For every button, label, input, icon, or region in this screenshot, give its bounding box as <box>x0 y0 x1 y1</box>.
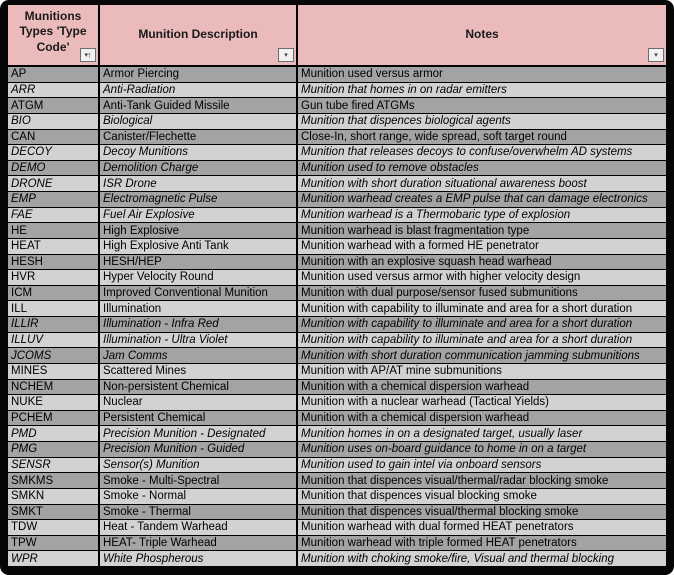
cell-description[interactable]: Persistent Chemical <box>98 411 296 426</box>
cell-description[interactable]: Anti-Tank Guided Missile <box>98 98 296 113</box>
cell-description[interactable]: Heat - Tandem Warhead <box>98 520 296 535</box>
cell-type-code[interactable]: FAE <box>11 208 33 221</box>
cell-description[interactable]: Illumination - Ultra Violet <box>98 333 296 348</box>
cell-description[interactable]: ISR Drone <box>98 176 296 191</box>
cell-type-code[interactable]: ARR <box>11 83 36 96</box>
table-row <box>8 458 666 474</box>
cell-note[interactable]: Munition that dispences biological agents <box>296 114 666 129</box>
cell-note[interactable]: Munition with a chemical dispersion warhead <box>296 380 666 395</box>
cell-type-code[interactable]: AP <box>11 68 27 81</box>
table-row <box>8 426 666 442</box>
table-row <box>8 208 666 224</box>
cell-note[interactable]: Munition warhead is a Thermobaric type of explosion <box>296 208 666 223</box>
cell-type-code[interactable]: BIO <box>11 115 31 128</box>
header-label-notes: Notes <box>465 27 499 42</box>
cell-note[interactable]: Munition with capability to illuminate and area for a short duration <box>296 317 666 332</box>
cell-description[interactable]: Smoke - Thermal <box>98 505 296 520</box>
header-cell-description[interactable] <box>98 5 296 65</box>
cell-note[interactable]: Munition that dispences visual/thermal blocking smoke <box>296 505 666 520</box>
filter-dropdown-icon[interactable] <box>648 48 664 62</box>
table-row <box>8 98 666 114</box>
table-body <box>8 67 666 566</box>
table-row <box>8 348 666 364</box>
cell-type-code[interactable]: ILL <box>11 302 27 315</box>
cell-description[interactable]: Improved Conventional Munition <box>98 286 296 301</box>
dropdown-triangle-glyph: ▾ <box>654 51 658 59</box>
cell-description[interactable]: HESH/HEP <box>98 255 296 270</box>
table-row <box>8 473 666 489</box>
cell-description[interactable]: Biological <box>98 114 296 129</box>
cell-note[interactable]: Munition with an explosive squash head warhead <box>296 255 666 270</box>
table-row <box>8 395 666 411</box>
table-row <box>8 223 666 239</box>
table-header-row <box>8 5 666 67</box>
cell-description[interactable]: White Phospherous <box>98 551 296 566</box>
table-row <box>8 520 666 536</box>
cell-note[interactable]: Munition used to remove obstacles <box>296 161 666 176</box>
cell-description[interactable]: Non-persistent Chemical <box>98 380 296 395</box>
table-row <box>8 114 666 130</box>
table-row <box>8 442 666 458</box>
cell-description[interactable]: HEAT- Triple Warhead <box>98 536 296 551</box>
table-row <box>8 317 666 333</box>
cell-note[interactable]: Gun tube fired ATGMs <box>296 98 666 113</box>
cell-type-code[interactable]: MINES <box>11 365 48 378</box>
table-row <box>8 536 666 552</box>
cell-type-code[interactable]: TDW <box>11 521 38 534</box>
cell-type-code[interactable]: WPR <box>11 552 38 565</box>
dropdown-triangle-glyph: ▾ <box>284 51 288 59</box>
cell-description[interactable]: High Explosive <box>98 223 296 238</box>
cell-description[interactable]: Demolition Charge <box>98 161 296 176</box>
cell-note[interactable]: Munition warhead with triple formed HEAT penetrators <box>296 536 666 551</box>
munitions-table <box>8 5 666 566</box>
cell-note[interactable]: Munition that dispences visual blocking smoke <box>296 489 666 504</box>
cell-note[interactable]: Munition with short duration situational awareness boost <box>296 176 666 191</box>
cell-description[interactable]: Sensor(s) Munition <box>98 458 296 473</box>
cell-description[interactable]: Jam Comms <box>98 348 296 363</box>
table-row <box>8 364 666 380</box>
cell-note[interactable]: Munition used versus armor <box>296 67 666 82</box>
cell-type-code[interactable]: HEAT <box>11 240 41 253</box>
cell-note[interactable]: Munition uses on-board guidance to home in on a target <box>296 442 666 457</box>
cell-description[interactable]: Decoy Munitions <box>98 145 296 160</box>
cell-note[interactable]: Munition with short duration communication jamming submunitions <box>296 348 666 363</box>
cell-note[interactable]: Munition with choking smoke/fire, Visual and thermal blocking <box>296 551 666 566</box>
cell-type-code[interactable]: NCHEM <box>11 380 54 393</box>
sort-up-arrow-glyph: ↑ <box>87 49 92 60</box>
cell-type-code[interactable]: HVR <box>11 271 36 284</box>
cell-type-code[interactable]: TPW <box>11 537 37 550</box>
cell-description[interactable]: Anti-Radiation <box>98 83 296 98</box>
cell-description[interactable]: Precision Munition - Designated <box>98 426 296 441</box>
table-row <box>8 161 666 177</box>
cell-note[interactable]: Munition used to gain intel via onboard sensors <box>296 458 666 473</box>
table-row <box>8 192 666 208</box>
cell-note[interactable]: Munition that homes in on radar emitters <box>296 83 666 98</box>
cell-type-code[interactable]: JCOMS <box>11 349 52 362</box>
cell-type-code[interactable]: EMP <box>11 193 36 206</box>
table-row <box>8 286 666 302</box>
cell-note[interactable]: Munition with capability to illuminate and area for a short duration <box>296 333 666 348</box>
cell-description[interactable]: Fuel Air Explosive <box>98 208 296 223</box>
table-row <box>8 505 666 521</box>
table-row <box>8 83 666 99</box>
cell-note[interactable]: Munition with a chemical dispersion warhead <box>296 411 666 426</box>
cell-description[interactable]: Smoke - Normal <box>98 489 296 504</box>
cell-note[interactable]: Munition warhead creates a EMP pulse that can damage electronics <box>296 192 666 207</box>
cell-note[interactable]: Munition warhead with dual formed HEAT penetrators <box>296 520 666 535</box>
cell-note[interactable]: Munition warhead is blast fragmentation type <box>296 223 666 238</box>
cell-note[interactable]: Munition with dual purpose/sensor fused submunitions <box>296 286 666 301</box>
cell-type-code[interactable]: DECOY <box>11 146 52 159</box>
cell-type-code[interactable]: SENSR <box>11 458 51 471</box>
cell-type-code[interactable]: ILLUV <box>11 333 43 346</box>
cell-note[interactable]: Close-In, short range, wide spread, soft target round <box>296 130 666 145</box>
cell-type-code[interactable]: ICM <box>11 287 33 300</box>
cell-type-code[interactable]: ATGM <box>11 99 44 112</box>
cell-type-code[interactable]: SMKMS <box>11 474 54 487</box>
cell-description[interactable]: Smoke - Multi-Spectral <box>98 473 296 488</box>
table-row <box>8 551 666 566</box>
table-row <box>8 145 666 161</box>
table-row <box>8 411 666 427</box>
cell-note[interactable]: Munition that releases decoys to confuse/overwhelm AD systems <box>296 145 666 160</box>
cell-description[interactable]: Electromagnetic Pulse <box>98 192 296 207</box>
cell-description[interactable]: Canister/Flechette <box>98 130 296 145</box>
cell-note[interactable]: Munition warhead with a formed HE penetrator <box>296 239 666 254</box>
cell-type-code[interactable]: DEMO <box>11 162 46 175</box>
table-row <box>8 255 666 271</box>
cell-description[interactable]: Nuclear <box>98 395 296 410</box>
table-row <box>8 176 666 192</box>
table-row <box>8 239 666 255</box>
header-label-description: Munition Description <box>138 27 258 42</box>
cell-note[interactable]: Munition with capability to illuminate and area for a short duration <box>296 301 666 316</box>
table-row <box>8 301 666 317</box>
cell-description[interactable]: Illumination <box>98 301 296 316</box>
cell-type-code[interactable]: NUKE <box>11 396 43 409</box>
cell-type-code[interactable]: SMKT <box>11 505 43 518</box>
table-row <box>8 333 666 349</box>
dropdown-triangle-glyph: ▾ <box>84 51 88 59</box>
cell-note[interactable]: Munition with a nuclear warhead (Tactical Yields) <box>296 395 666 410</box>
cell-description[interactable]: Armor Piercing <box>98 67 296 82</box>
header-cell-notes[interactable] <box>296 5 666 65</box>
filter-sort-ascending-icon[interactable] <box>80 48 96 62</box>
cell-note[interactable]: Munition with AP/AT mine submunitions <box>296 364 666 379</box>
cell-description[interactable]: Illumination - Infra Red <box>98 317 296 332</box>
table-row <box>8 67 666 83</box>
cell-description[interactable]: Scattered Mines <box>98 364 296 379</box>
cell-type-code[interactable]: PMD <box>11 427 37 440</box>
cell-note[interactable]: Munition that dispences visual/thermal/radar blocking smoke <box>296 473 666 488</box>
cell-type-code[interactable]: ILLIR <box>11 318 39 331</box>
table-row <box>8 489 666 505</box>
header-cell-type-code[interactable] <box>8 5 98 65</box>
cell-type-code[interactable]: PMG <box>11 443 38 456</box>
table-row <box>8 380 666 396</box>
cell-description[interactable]: Hyper Velocity Round <box>98 270 296 285</box>
cell-description[interactable]: High Explosive Anti Tank <box>98 239 296 254</box>
cell-type-code[interactable]: HESH <box>11 255 43 268</box>
cell-description[interactable]: Precision Munition - Guided <box>98 442 296 457</box>
cell-note[interactable]: Munition used versus armor with higher velocity design <box>296 270 666 285</box>
table-row <box>8 130 666 146</box>
filter-dropdown-icon[interactable] <box>278 48 294 62</box>
cell-type-code[interactable]: PCHEM <box>11 412 53 425</box>
table-row <box>8 270 666 286</box>
header-label-type-code: Munitions Types 'Type Code' <box>19 8 87 54</box>
cell-type-code[interactable]: DRONE <box>11 177 53 190</box>
cell-type-code[interactable]: HE <box>11 224 27 237</box>
cell-type-code[interactable]: SMKN <box>11 490 45 503</box>
cell-note[interactable]: Munition homes in on a designated target, usually laser <box>296 426 666 441</box>
cell-type-code[interactable]: CAN <box>11 130 36 143</box>
